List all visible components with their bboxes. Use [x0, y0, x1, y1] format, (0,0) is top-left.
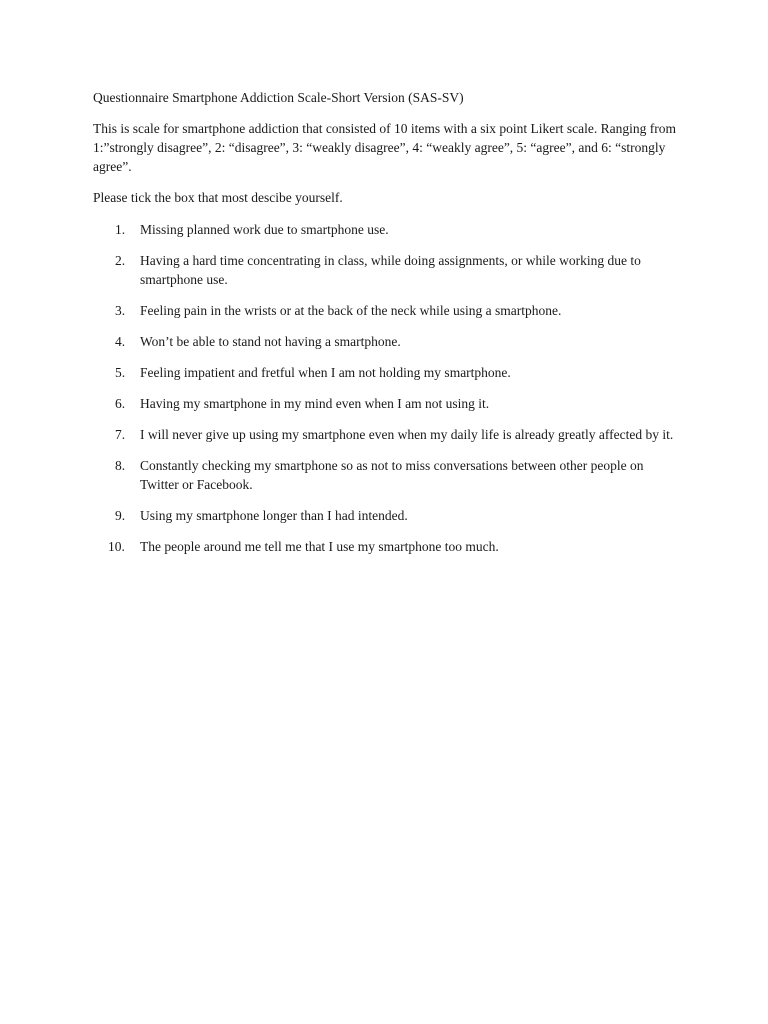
- item-number: 4.: [115, 334, 126, 349]
- item-text: Using my smartphone longer than I had intended.: [140, 508, 408, 523]
- item-number: 9.: [115, 508, 126, 523]
- item-number: 10.: [108, 539, 125, 554]
- questionnaire-item: [93, 332, 678, 351]
- document-body: [93, 88, 678, 568]
- intro-paragraph: This is scale for smartphone addiction that consisted of 10 items with a six point Likert scale. Ranging from 1:”strongly disagree”, 2: “disagree”, 3: “weakly disagree”, 4: “weakly agree”, 5: “agree”, and 6: “strongly agree”.: [93, 121, 677, 174]
- item-text: Having a hard time concentrating in class, while doing assignments, or while working due to smartphone use.: [140, 253, 641, 287]
- questionnaire-item: [93, 301, 678, 320]
- questionnaire-items: [93, 220, 678, 556]
- item-number: 2.: [115, 253, 126, 268]
- item-text: I will never give up using my smartphone even when my daily life is already greatly affected by it.: [140, 427, 674, 442]
- questionnaire-item: [93, 363, 678, 382]
- item-text: The people around me tell me that I use my smartphone too much.: [140, 539, 499, 554]
- document-title: Questionnaire Smartphone Addiction Scale-Short Version (SAS-SV): [93, 90, 464, 105]
- item-number: 6.: [115, 396, 126, 411]
- item-text: Having my smartphone in my mind even when I am not using it.: [140, 396, 490, 411]
- instruction-text: Please tick the box that most descibe yourself.: [93, 190, 343, 205]
- item-text: Won’t be able to stand not having a smartphone.: [140, 334, 401, 349]
- questionnaire-item: [93, 220, 678, 239]
- item-text: Missing planned work due to smartphone use.: [140, 222, 389, 237]
- item-number: 3.: [115, 303, 126, 318]
- questionnaire-item: [93, 456, 678, 494]
- item-text: Feeling pain in the wrists or at the back of the neck while using a smartphone.: [140, 303, 562, 318]
- item-number: 5.: [115, 365, 126, 380]
- item-number: 1.: [115, 222, 126, 237]
- questionnaire-item: [93, 537, 678, 556]
- item-number: 8.: [115, 458, 126, 473]
- questionnaire-item: [93, 251, 678, 289]
- item-text: Constantly checking my smartphone so as not to miss conversations between other people on Twitter or Facebook.: [140, 458, 644, 492]
- item-text: Feeling impatient and fretful when I am not holding my smartphone.: [140, 365, 511, 380]
- questionnaire-item: [93, 506, 678, 525]
- item-number: 7.: [115, 427, 126, 442]
- questionnaire-item: [93, 425, 678, 444]
- questionnaire-item: [93, 394, 678, 413]
